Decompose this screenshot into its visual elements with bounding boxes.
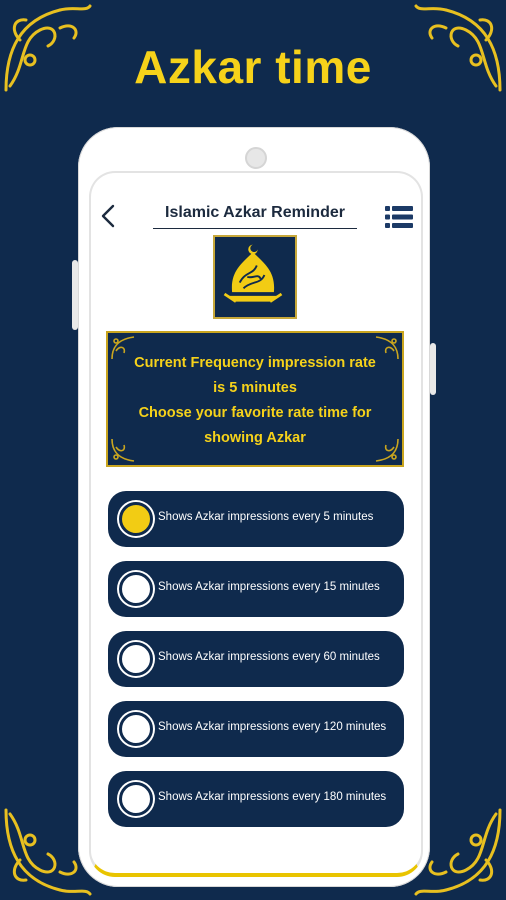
radio-button[interactable]: [119, 782, 153, 816]
option-label: Shows Azkar impressions every 15 minutes: [158, 581, 380, 593]
option-label: Shows Azkar impressions every 5 minutes: [158, 511, 374, 523]
info-line: Current Frequency impression rate: [134, 355, 376, 371]
option-label: Shows Azkar impressions every 60 minutes: [158, 651, 380, 663]
frequency-option-120-minutes[interactable]: [108, 701, 404, 757]
option-label: Shows Azkar impressions every 120 minutes: [158, 721, 387, 733]
radio-button-selected[interactable]: [119, 502, 153, 536]
info-line: is 5 minutes: [213, 380, 297, 396]
app-title: Islamic Azkar Reminder: [153, 204, 357, 229]
frequency-option-5-minutes[interactable]: [108, 491, 404, 547]
promo-headline: Azkar time: [134, 41, 372, 93]
app-bar: [91, 173, 421, 233]
frequency-info-text: [122, 351, 388, 451]
option-label: Shows Azkar impressions every 180 minutes: [158, 791, 387, 803]
app-logo: [213, 235, 297, 319]
phone-side-button-right: [430, 343, 436, 395]
frequency-option-180-minutes[interactable]: [108, 771, 404, 827]
info-line: showing Azkar: [204, 430, 306, 446]
radio-button[interactable]: [119, 642, 153, 676]
logo-calligraphy-icon: [215, 237, 291, 313]
app-screen: [89, 171, 423, 877]
info-line: Choose your favorite rate time for: [138, 405, 372, 421]
radio-button[interactable]: [119, 712, 153, 746]
phone-camera: [245, 147, 267, 169]
frequency-option-15-minutes[interactable]: [108, 561, 404, 617]
phone-side-button-left: [72, 260, 78, 330]
frequency-info-box: [106, 331, 404, 467]
back-icon[interactable]: [99, 203, 117, 229]
menu-icon[interactable]: [385, 205, 413, 229]
radio-button[interactable]: [119, 572, 153, 606]
phone-frame: [78, 127, 430, 887]
frequency-option-60-minutes[interactable]: [108, 631, 404, 687]
